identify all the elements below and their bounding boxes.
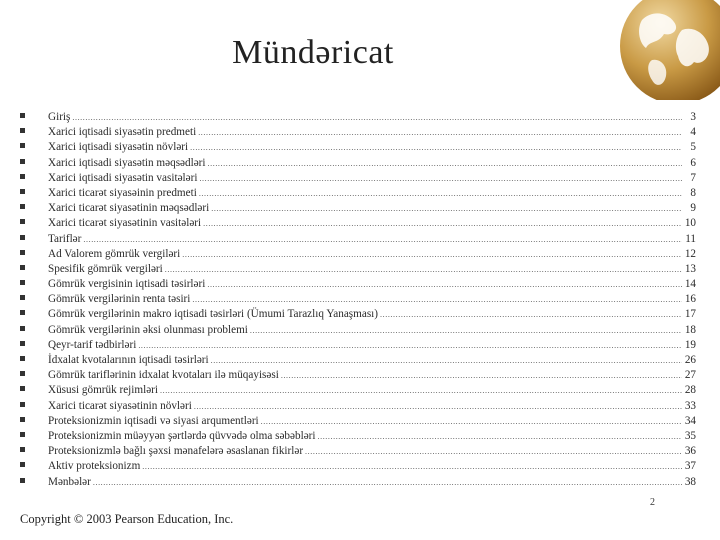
toc-item xyxy=(20,277,696,292)
dot-leader xyxy=(281,368,682,383)
bullet-icon xyxy=(20,356,25,361)
dot-leader xyxy=(211,201,682,216)
toc-item-page: 36 xyxy=(684,445,696,458)
toc-item-page: 35 xyxy=(684,429,696,442)
toc-item-title: Qeyr-tarif tədbirləri xyxy=(48,338,137,351)
bullet-icon xyxy=(20,341,25,346)
toc-item xyxy=(20,459,696,474)
toc-item xyxy=(20,323,696,338)
toc-item-page: 16 xyxy=(684,293,696,306)
toc-item-page: 13 xyxy=(684,262,696,275)
dot-leader xyxy=(198,125,682,140)
toc-item-title: İdxalat kvotalarının iqtisadi təsirləri xyxy=(48,354,209,366)
toc-item-title: Proteksionizmlə bağlı şəxsi mənafelərə əsaslanan fikirlər xyxy=(48,445,304,458)
bullet-icon xyxy=(20,326,25,331)
toc-item xyxy=(20,125,696,140)
dot-leader xyxy=(199,186,682,201)
dot-leader xyxy=(318,429,683,444)
globe-image xyxy=(612,0,720,100)
dot-leader xyxy=(192,292,682,307)
toc-item xyxy=(20,232,696,247)
toc-item-page: 6 xyxy=(690,156,696,169)
toc-item xyxy=(20,171,696,186)
bullet-icon xyxy=(20,174,25,179)
toc-item-page: 28 xyxy=(684,384,696,397)
toc-item-page: 37 xyxy=(684,460,696,473)
toc-item-page: 38 xyxy=(684,475,696,488)
dot-leader xyxy=(93,475,682,490)
toc-item xyxy=(20,110,696,125)
bullet-icon xyxy=(20,417,25,422)
toc-item-title: Xarici iqtisadi siyasətin məqsədləri xyxy=(48,156,206,169)
toc-item-title: Tariflər xyxy=(48,232,82,245)
toc-item-title: Ad Valorem gömrük vergiləri xyxy=(48,247,181,260)
bullet-icon xyxy=(20,371,25,376)
toc-item-page: 3 xyxy=(690,111,696,123)
dot-leader xyxy=(190,140,682,155)
toc-item-page: 18 xyxy=(684,323,696,336)
toc-item xyxy=(20,201,696,216)
table-of-contents xyxy=(20,110,696,490)
toc-item xyxy=(20,399,696,414)
bullet-icon xyxy=(20,250,25,255)
bullet-icon xyxy=(20,447,25,452)
toc-item-page: 8 xyxy=(690,186,696,199)
toc-item-title: Gömrük vergisinin iqtisadi təsirləri xyxy=(48,278,206,291)
dot-leader xyxy=(83,232,682,247)
bullet-icon xyxy=(20,478,25,483)
toc-item-page: 4 xyxy=(690,126,696,139)
bullet-icon xyxy=(20,295,25,300)
toc-item-title: Gömrük vergilərinin əksi olunması problemi xyxy=(48,323,248,336)
bullet-icon xyxy=(20,189,25,194)
bullet-icon xyxy=(20,462,25,467)
dot-leader xyxy=(72,110,682,125)
dot-leader xyxy=(203,216,682,231)
toc-item-title: Xarici ticarət siyasətinin məqsədləri xyxy=(48,202,210,215)
dot-leader xyxy=(160,383,682,398)
toc-item-page: 14 xyxy=(684,278,696,291)
toc-item-page: 33 xyxy=(684,399,696,412)
toc-item xyxy=(20,247,696,262)
dot-leader xyxy=(261,414,682,429)
bullet-icon xyxy=(20,235,25,240)
bullet-icon xyxy=(20,219,25,224)
toc-item xyxy=(20,475,696,490)
toc-item-title: Xüsusi gömrük rejimləri xyxy=(48,384,158,397)
toc-item-page: 19 xyxy=(684,338,696,351)
toc-item xyxy=(20,140,696,155)
toc-item xyxy=(20,262,696,277)
dot-leader xyxy=(194,399,682,414)
toc-item-title: Gömrük tariflərinin idxalat kvotaları ilə müqayisəsi xyxy=(48,369,279,382)
dot-leader xyxy=(208,156,682,171)
toc-item-title: Xarici ticarət siyasətinin növləri xyxy=(48,399,192,412)
toc-item xyxy=(20,338,696,353)
toc-item xyxy=(20,216,696,231)
dot-leader xyxy=(380,307,682,322)
dot-leader xyxy=(138,338,682,353)
dot-leader xyxy=(182,247,682,262)
toc-item-title: Proteksionizmin iqtisadi və siyasi arqumentləri xyxy=(48,414,259,427)
dot-leader xyxy=(199,171,682,186)
toc-item-title: Giriş xyxy=(48,111,71,123)
page-title: Mündəricat xyxy=(232,34,394,71)
toc-item-page: 7 xyxy=(690,171,696,184)
toc-item-page: 9 xyxy=(690,202,696,215)
bullet-icon xyxy=(20,128,25,133)
bullet-icon xyxy=(20,310,25,315)
slide-number: 2 xyxy=(650,497,655,508)
toc-item xyxy=(20,292,696,307)
toc-item-page: 27 xyxy=(684,369,696,382)
bullet-icon xyxy=(20,386,25,391)
dot-leader xyxy=(250,323,682,338)
toc-item xyxy=(20,353,696,368)
dot-leader xyxy=(211,353,682,368)
toc-item-title: Proteksionizmin müəyyən şərtlərdə qüvvədə olma səbəbləri xyxy=(48,429,316,442)
toc-item-title: Xarici ticarət siyasəinin predmeti xyxy=(48,186,197,199)
toc-item-title: Aktiv proteksionizm xyxy=(48,460,141,473)
toc-item xyxy=(20,368,696,383)
bullet-icon xyxy=(20,113,25,118)
toc-item xyxy=(20,156,696,171)
toc-item-page: 5 xyxy=(690,141,696,154)
toc-item-title: Mənbələr xyxy=(48,475,91,488)
toc-item xyxy=(20,414,696,429)
bullet-icon xyxy=(20,402,25,407)
bullet-icon xyxy=(20,159,25,164)
toc-item-page: 34 xyxy=(684,414,696,427)
toc-item-page: 12 xyxy=(684,247,696,260)
toc-item xyxy=(20,429,696,444)
toc-item-page: 26 xyxy=(684,354,696,366)
toc-item-title: Spesifik gömrük vergiləri xyxy=(48,262,163,275)
toc-item xyxy=(20,444,696,459)
toc-item-title: Xarici ticarət siyasətinin vasitələri xyxy=(48,217,202,230)
toc-item-title: Xarici iqtisadi siyasətin vasitələri xyxy=(48,171,198,184)
dot-leader xyxy=(165,262,682,277)
bullet-icon xyxy=(20,204,25,209)
dot-leader xyxy=(207,277,682,292)
dot-leader xyxy=(142,459,682,474)
toc-item-page: 11 xyxy=(685,232,696,245)
bullet-icon xyxy=(20,280,25,285)
toc-item-title: Xarici iqtisadi siyasətin növləri xyxy=(48,141,189,154)
copyright-notice: Copyright © 2003 Pearson Education, Inc. xyxy=(20,512,234,526)
toc-item-page: 17 xyxy=(684,308,696,321)
toc-item-page: 10 xyxy=(684,217,696,230)
toc-item xyxy=(20,307,696,322)
toc-item-title: Xarici iqtisadi siyasətin predmeti xyxy=(48,126,197,139)
globe-icon xyxy=(612,0,720,100)
toc-item xyxy=(20,383,696,398)
dot-leader xyxy=(305,444,682,459)
bullet-icon xyxy=(20,265,25,270)
bullet-icon xyxy=(20,432,25,437)
toc-item-title: Gömrük vergilərinin makro iqtisadi təsirləri (Ümumi Tarazlıq Yanaşması) xyxy=(48,308,379,321)
toc-item-title: Gömrük vergilərinin renta təsiri xyxy=(48,293,191,306)
toc-item xyxy=(20,186,696,201)
bullet-icon xyxy=(20,143,25,148)
